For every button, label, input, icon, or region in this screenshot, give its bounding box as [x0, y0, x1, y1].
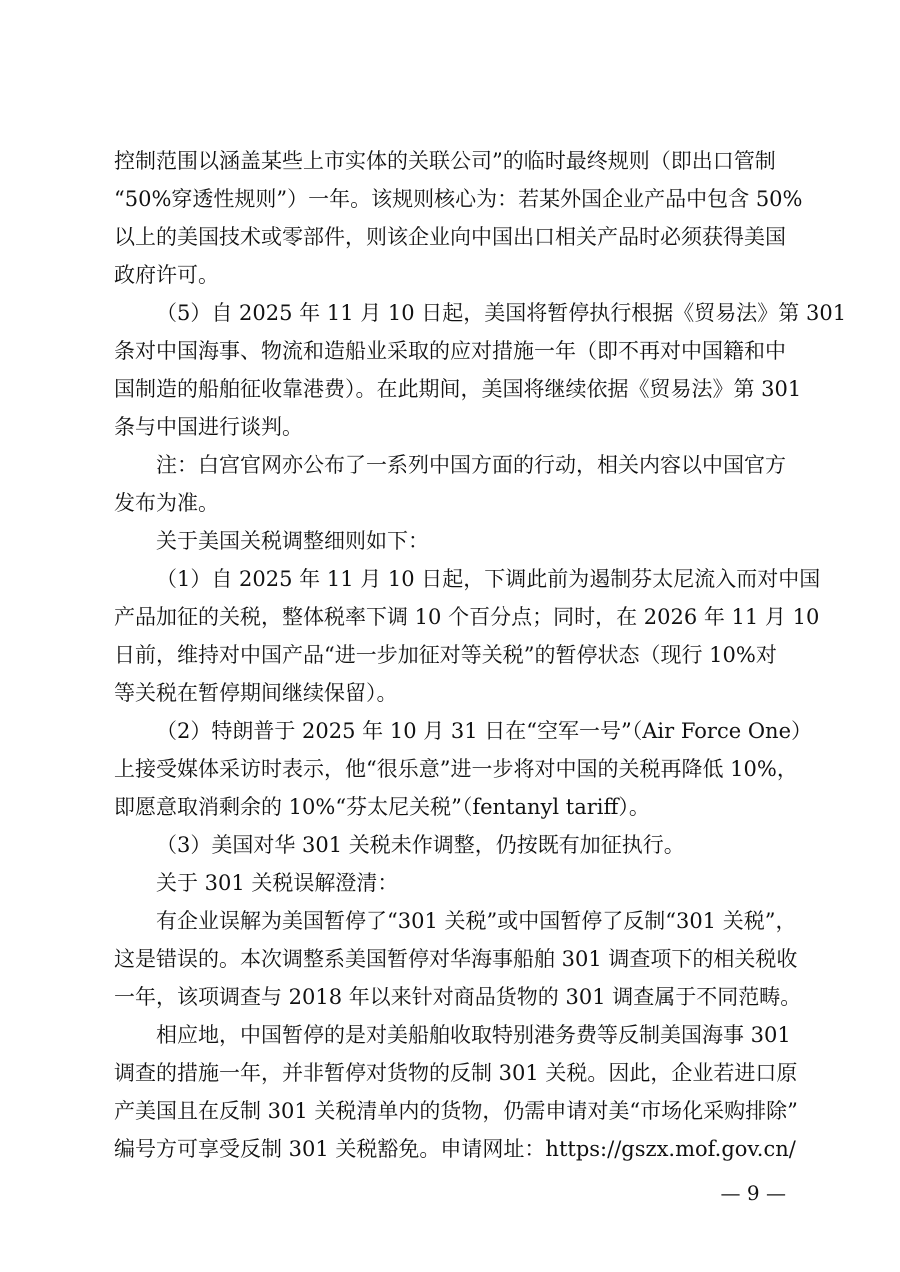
text-line: 关于美国关税调整细则如下： [156, 529, 429, 553]
text-line: “50%穿透性规则”）一年。该规则核心为：若某外国企业产品中包含 50% [114, 187, 803, 211]
text-line: 有企业误解为美国暂停了“301 关税”或中国暂停了反制“301 关税”， [156, 909, 797, 933]
text-line: 一年，该项调查与 2018 年以来针对商品货物的 301 调查属于不同范畴。 [114, 985, 802, 1009]
text-line: 条对中国海事、物流和造船业采取的应对措施一年（即不再对中国籍和中 [114, 339, 786, 363]
text-line: 这是错误的。本次调整系美国暂停对华海事船舶 301 调查项下的相关税收 [114, 947, 798, 971]
text-line: 政府许可。 [114, 263, 219, 287]
page-number: — 9 — [720, 1181, 786, 1205]
text-line: 注：白宫官网亦公布了一系列中国方面的行动，相关内容以中国官方 [156, 453, 786, 477]
text-line: 即愿意取消剩余的 10%“芬太尼关税”（fentanyl tariff）。 [114, 795, 650, 819]
text-line: （3）美国对华 301 关税未作调整，仍按既有加征执行。 [156, 833, 685, 857]
text-line: （1）自 2025 年 11 月 10 日起，下调此前为遏制芬太尼流入而对中国 [156, 567, 821, 591]
text-line: 条与中国进行谈判。 [114, 415, 303, 439]
text-line: 关于 301 关税误解澄清： [156, 871, 399, 895]
text-line: 调查的措施一年，并非暂停对货物的反制 301 关税。因此，企业若进口原 [114, 1061, 798, 1085]
text-line: 日前，维持对中国产品“进一步加征对等关税”的暂停状态（现行 10%对 [114, 643, 777, 667]
text-line: 产品加征的关税，整体税率下调 10 个百分点；同时，在 2026 年 11 月 10 [114, 605, 820, 629]
text-line: 国制造的船舶征收靠港费）。在此期间，美国将继续依据《贸易法》第 301 [114, 377, 802, 401]
text-line: 上接受媒体采访时表示，他“很乐意”进一步将对中国的关税再降低 10%， [114, 757, 798, 781]
text-line: 相应地，中国暂停的是对美船舶收取特别港务费等反制美国海事 301 [156, 1023, 791, 1047]
text-line: 控制范围以涵盖某些上市实体的关联公司”的临时最终规则（即出口管制 [114, 149, 776, 173]
text-line: （5）自 2025 年 11 月 10 日起，美国将暂停执行根据《贸易法》第 301 [156, 301, 847, 325]
text-line: 编号方可享受反制 301 关税豁免。申请网址：https://gszx.mof.gov.cn/ [114, 1137, 796, 1161]
text-line: （2）特朗普于 2025 年 10 月 31 日在“空军一号”（Air Force One） [156, 719, 813, 743]
text-line: 等关税在暂停期间继续保留）。 [114, 681, 398, 705]
text-line: 以上的美国技术或零部件，则该企业向中国出口相关产品时必须获得美国 [114, 225, 786, 249]
text-line: 发布为准。 [114, 491, 219, 515]
text-line: 产美国且在反制 301 关税清单内的货物，仍需申请对美“市场化采购排除” [114, 1099, 798, 1123]
